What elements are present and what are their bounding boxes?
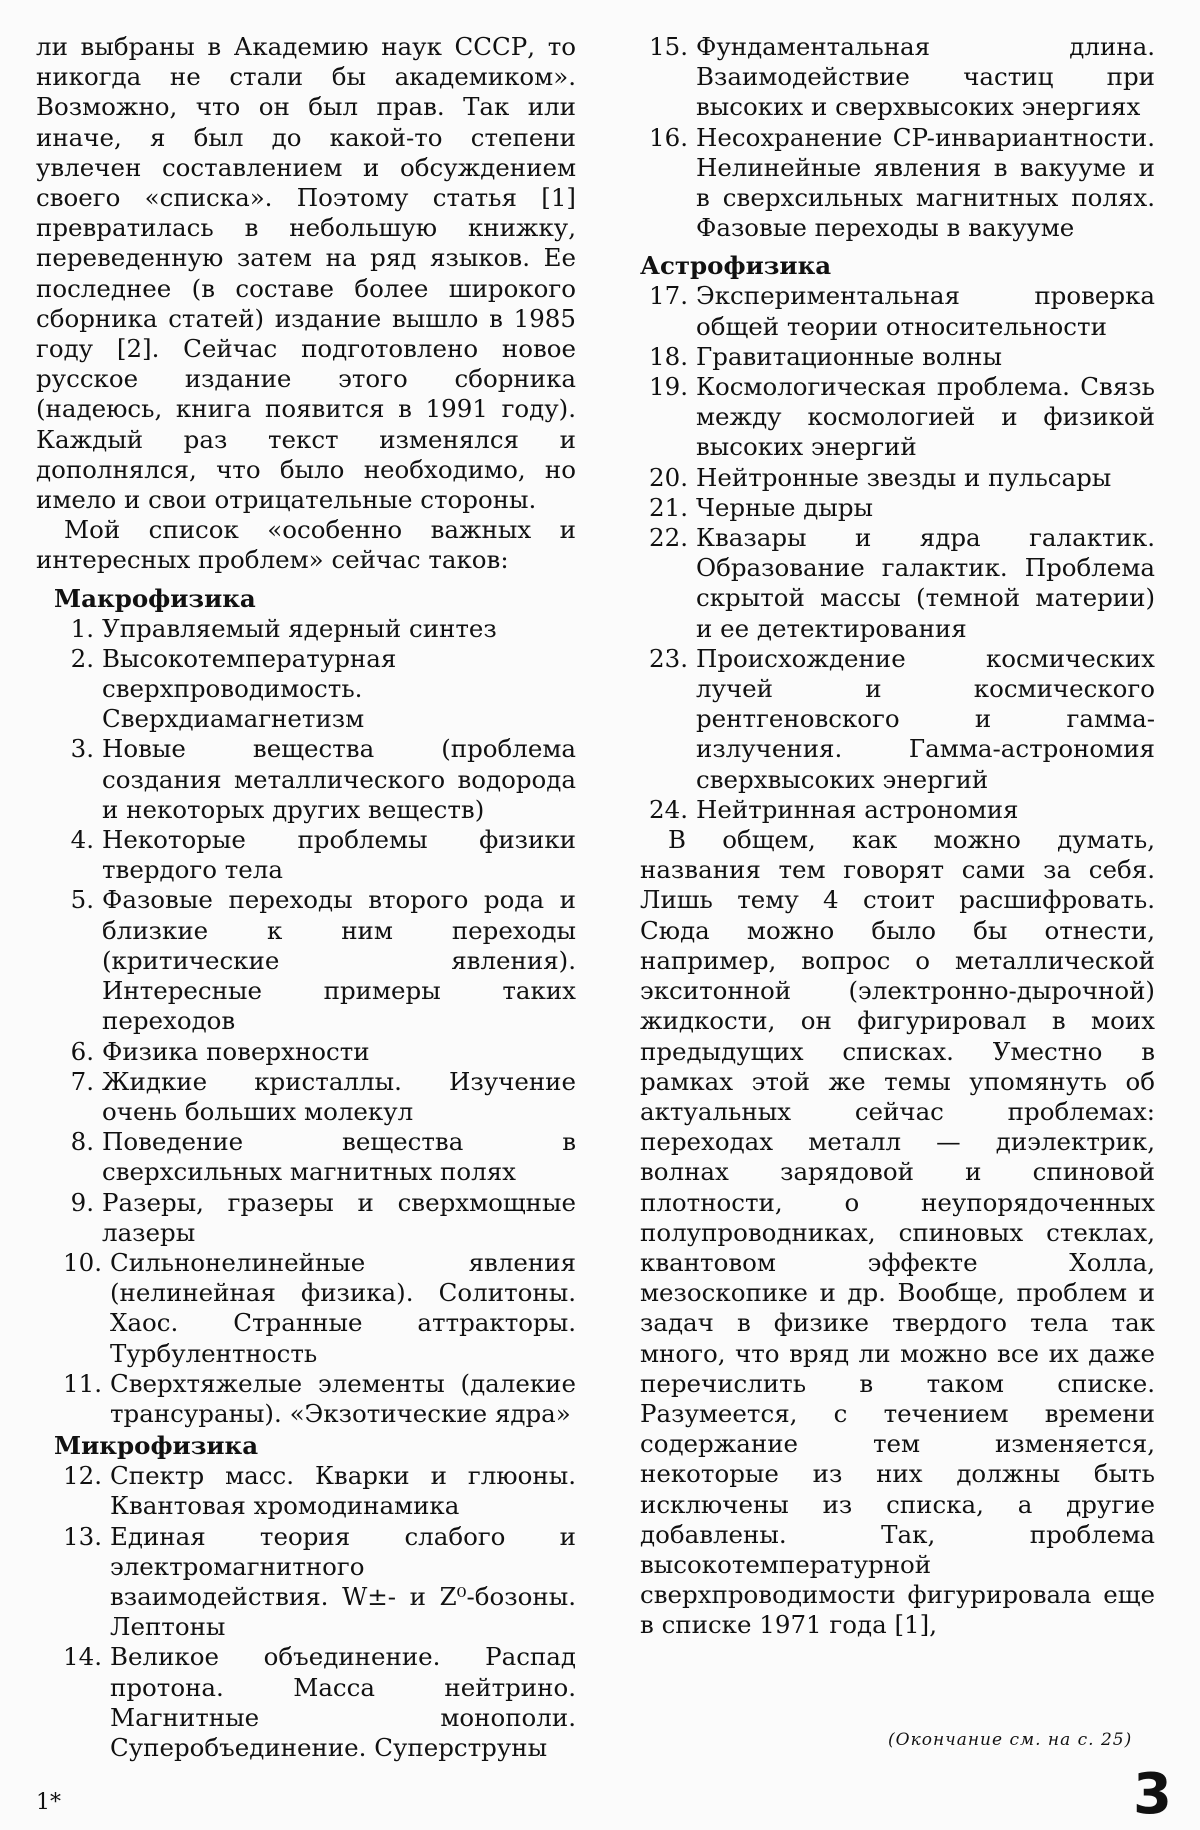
item-text: Фундаментальная длина. Взаимодействие частиц при высоких и сверхвысоких энергиях bbox=[696, 32, 1155, 122]
intro-paragraph: ли выбраны в Академию наук СССР, то никогда не стали бы академиком». Возможно, что он был прав. Так или иначе, я был до какой-то степени увлечен составлением и обсуждением своего «списка». Поэтому статья [1] превратилась в небольшую книжку, переведенную затем на ряд языков. Ее последнее (в составе более широкого сборника статей) издание вышло в 1985 году [2]. Сейчас подготовлено новое русское издание этого сборника (надеюсь, книга появится в 1991 году). Каждый раз текст изменялся и дополнялся, что было необходимо, но имело и свои отрицательные стороны. bbox=[36, 32, 576, 515]
list-item bbox=[36, 614, 576, 644]
list-item bbox=[36, 1461, 576, 1521]
item-number: 22. bbox=[649, 523, 688, 553]
list-item bbox=[640, 523, 1155, 644]
item-number: 13. bbox=[63, 1521, 102, 1551]
item-text: Поведение вещества в сверхсильных магнитных полях bbox=[102, 1127, 576, 1187]
list-item bbox=[36, 1127, 576, 1187]
item-text: Новые вещества (проблема создания металлического водорода и некоторых других веществ) bbox=[102, 734, 576, 824]
closing-paragraph: В общем, как можно думать, названия тем говорят сами за себя. Лишь тему 4 стоит расшифровать. Сюда можно было бы отнести, например, вопрос о металлической экситонной (электронно-дырочной) жидкости, он фигурировал в моих предыдущих списках. Уместно в рамках этой же темы упомянуть об актуальных сейчас проблемах: переходах металл — диэлектрик, волнах зарядовой и спиновой плотности, о неупорядоченных полупроводниках, спиновых стеклах, квантовом эффекте Холла, мезоскопике и др. Вообще, проблем и задач в физике твердого тела так много, что вряд ли можно все их даже перечислить в таком списке. Разумеется, с течением времени содержание тем изменяется, некоторые из них должны быть исключены из списка, а другие добавлены. Так, проблема высокотемпературной сверхпроводимости фигурировала еще в списке 1971 года [1], bbox=[640, 825, 1155, 1640]
list-intro-paragraph: Мой список «особенно важных и интересных проблем» сейчас таков: bbox=[36, 515, 576, 575]
list-item bbox=[36, 1037, 576, 1067]
item-number: 14. bbox=[63, 1642, 102, 1672]
item-number: 24. bbox=[649, 794, 688, 824]
list-item bbox=[36, 1248, 576, 1369]
item-number: 1. bbox=[70, 613, 94, 643]
item-text: Космологическая проблема. Связь между космологией и физикой высоких энергий bbox=[696, 372, 1155, 462]
item-text: Единая теория слабого и электромагнитного взаимодействия. W±- и Z⁰-бозоны. Лептоны bbox=[110, 1521, 576, 1642]
macrophysics-list bbox=[36, 614, 576, 1429]
item-number: 23. bbox=[649, 643, 688, 673]
item-number: 7. bbox=[70, 1066, 94, 1096]
microphysics-list-left bbox=[36, 1461, 576, 1763]
section-heading-microphysics: Микрофизика bbox=[54, 1431, 259, 1461]
list-item bbox=[640, 644, 1155, 795]
list-item bbox=[36, 1067, 576, 1127]
item-number: 20. bbox=[649, 462, 688, 492]
item-text: Управляемый ядерный синтез bbox=[102, 613, 497, 643]
list-item bbox=[640, 493, 1155, 523]
list-item bbox=[640, 463, 1155, 493]
item-text: Жидкие кристаллы. Изучение очень больших молекул bbox=[102, 1066, 576, 1126]
section-heading-astrophysics: Астрофизика bbox=[640, 251, 832, 281]
item-number: 9. bbox=[70, 1187, 94, 1217]
item-number: 19. bbox=[649, 372, 688, 402]
page-number: 3 bbox=[1133, 1762, 1172, 1827]
item-number: 12. bbox=[63, 1461, 102, 1491]
list-item bbox=[640, 32, 1155, 123]
left-column bbox=[36, 32, 576, 1763]
list-item bbox=[36, 885, 576, 1036]
item-text: Экспериментальная проверка общей теории относительности bbox=[696, 281, 1155, 341]
item-text: Черные дыры bbox=[696, 492, 874, 522]
item-text: Фазовые переходы второго рода и близкие к ним переходы (критические явления). Интересные примеры таких переходов bbox=[102, 885, 576, 1036]
item-number: 15. bbox=[649, 32, 688, 61]
list-item bbox=[640, 123, 1155, 244]
item-number: 17. bbox=[649, 281, 688, 311]
item-number: 21. bbox=[649, 492, 688, 522]
section-heading-macrophysics: Макрофизика bbox=[54, 583, 256, 613]
list-item bbox=[36, 734, 576, 825]
item-text: Физика поверхности bbox=[102, 1036, 370, 1066]
continuation-note: (Окончание см. на с. 25) bbox=[888, 1730, 1133, 1750]
microphysics-list-right bbox=[640, 32, 1155, 243]
item-number: 11. bbox=[63, 1368, 102, 1398]
item-text: Некоторые проблемы физики твердого тела bbox=[102, 825, 576, 885]
item-text: Квазары и ядра галактик. Образование галактик. Проблема скрытой массы (темной материи) и ее детектирования bbox=[696, 523, 1155, 643]
signature-mark: 1* bbox=[36, 1790, 61, 1815]
list-item bbox=[36, 644, 576, 735]
item-text: Несохранение CP-инвариантности. Нелинейные явления в вакууме и в сверхсильных магнитных полях. Фазовые переходы в вакууме bbox=[696, 122, 1155, 243]
item-number: 6. bbox=[70, 1036, 94, 1066]
item-text: Великое объединение. Распад протона. Масса нейтрино. Магнитные монополи. Суперобъединение. Суперструны bbox=[110, 1642, 576, 1762]
item-number: 8. bbox=[70, 1127, 94, 1157]
item-text: Происхождение космических лучей и космического рентгеновского и гамма-излучения. Гамма-астрономия сверхвысоких энергий bbox=[696, 643, 1155, 794]
list-item bbox=[640, 342, 1155, 372]
list-item bbox=[640, 795, 1155, 825]
list-item bbox=[36, 1188, 576, 1248]
item-text: Сверхтяжелые элементы (далекие трансураны). «Экзотические ядра» bbox=[110, 1368, 576, 1428]
item-number: 4. bbox=[70, 825, 94, 855]
item-number: 2. bbox=[70, 643, 94, 673]
astrophysics-list bbox=[640, 281, 1155, 825]
item-text: Сильнонелинейные явления (нелинейная физика). Солитоны. Хаос. Странные аттракторы. Турбулентность bbox=[110, 1247, 576, 1368]
item-text: Высокотемпературная сверхпроводимость. Сверхдиамагнетизм bbox=[102, 643, 397, 734]
item-number: 5. bbox=[70, 885, 94, 915]
item-text: Разеры, гразеры и сверхмощные лазеры bbox=[102, 1187, 576, 1247]
list-item bbox=[36, 1642, 576, 1763]
item-text: Спектр масс. Кварки и глюоны. Квантовая хромодинамика bbox=[110, 1461, 576, 1521]
list-item bbox=[36, 1369, 576, 1429]
item-number: 10. bbox=[63, 1247, 102, 1277]
item-text: Нейтринная астрономия bbox=[696, 794, 1019, 824]
list-item bbox=[36, 1522, 576, 1643]
item-number: 3. bbox=[70, 734, 94, 764]
item-text: Гравитационные волны bbox=[696, 341, 1003, 371]
list-item bbox=[640, 372, 1155, 463]
list-item bbox=[36, 825, 576, 885]
item-text: Нейтронные звезды и пульсары bbox=[696, 462, 1112, 492]
item-number: 16. bbox=[649, 122, 688, 152]
right-column bbox=[640, 32, 1155, 1641]
list-item bbox=[640, 281, 1155, 341]
item-number: 18. bbox=[649, 341, 688, 371]
